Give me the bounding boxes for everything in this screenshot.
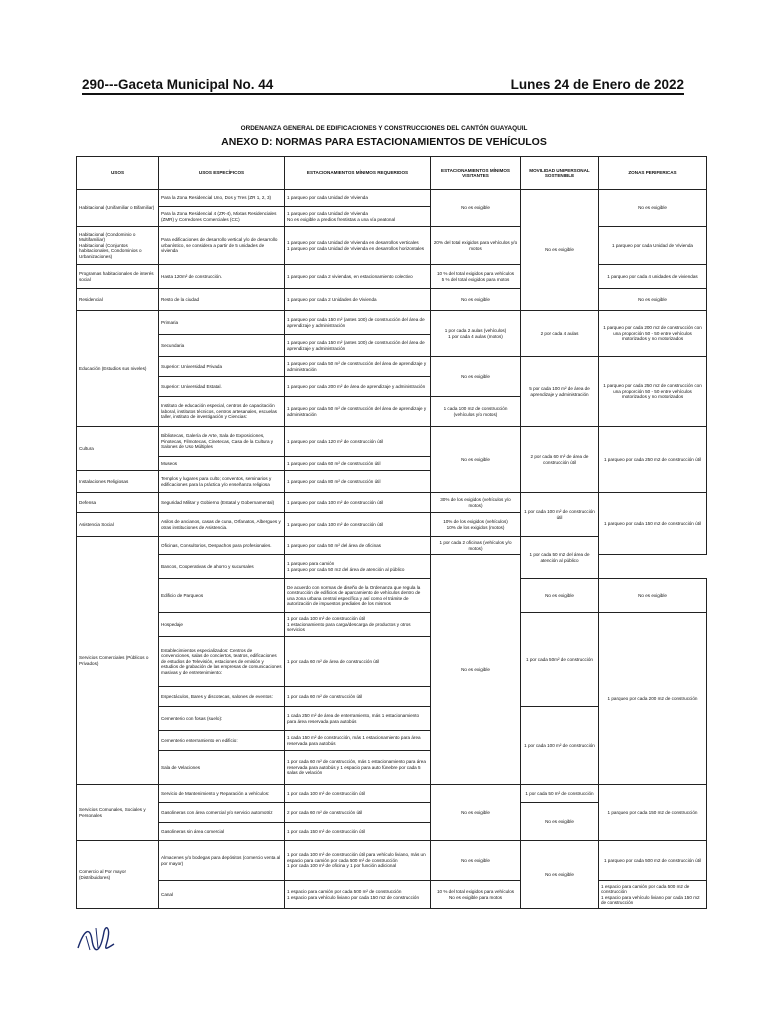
cell-visitantes: 10% de los exigidos (vehículos) 10% de los exigidos (motos) (431, 513, 521, 537)
cell-uso: Educación (Estudios sus niveles) (77, 311, 159, 427)
cell-uso-especifico: Establecimientos especializados: Centros de convenciones, salas de conciertos, teatros, edificaciones de estudios de Televisión, estaciones de emisión y estudios de grabación de las empresas de comunicaciones masivas y de entretenimiento: (159, 637, 285, 687)
cell-zonas: 1 espacio para camión por cada 500 m2 de construcción 1 espacio para vehículo liviano por cada 150 m2 de construcción (599, 881, 707, 909)
cell-movilidad: 2 por cada 60 m² de área de construcción útil (521, 427, 599, 493)
cell-zonas: 1 parqueo por cada 250 m2 de construcción con una proporción 50 - 50 entre vehículos motorizados y no motorizados (599, 357, 707, 427)
page-header (82, 72, 684, 95)
cell-uso-especifico: Instituto de educación especial, centros de capacitación laboral, institutos técnicos, centros artesanales, escuelas taller, instituto de investigación y Ciencias: (159, 397, 285, 427)
cell-minimos: 1 espacio para camión por cada 500 m² de construcción 1 espacio para vehículo liviano por cada 150 m2 de construcción (285, 881, 431, 909)
cell-visitantes: No es exigible (431, 785, 521, 841)
cell-zonas: 1 parqueo por cada 4 unidades de viviendas (599, 265, 707, 289)
cell-minimos: 1 parqueo por cada Unidad de Vivienda (285, 190, 431, 207)
cell-minimos: 1 por cada 60 m² de área de construcción útil (285, 637, 431, 687)
cell-uso-especifico: Edificio de Parqueos (159, 579, 285, 613)
cell-minimos: 1 parqueo por cada 50 m² del área de oficinas (285, 537, 431, 555)
cell-uso-especifico: Para edificaciones de desarrollo vertical y/o de desarrollo urbanístico, se considera a partir de 5 unidades de vivienda (159, 227, 285, 265)
gazette-number: 290---Gaceta Municipal No. 44 (82, 77, 274, 92)
table-row (77, 311, 707, 335)
cell-minimos: 1 parqueo por cada 80 m² de construcción útil (285, 471, 431, 493)
cell-minimos: 1 parqueo por cada Unidad de Vivienda No es exigible a predios frentistas a una vía peatonal (285, 207, 431, 227)
cell-uso-especifico: Seguridad Militar y Gobierno (Estatal y Gobernamental) (159, 493, 285, 513)
cell-zonas: 1 parqueo por cada 200 m2 de construcción (599, 613, 707, 785)
table-row (77, 579, 707, 613)
cell-visitantes: No es exigible (431, 357, 521, 397)
cell-minimos: 1 parqueo por cada Unidad de Vivienda en desarrollos verticales 1 parqueo por cada Unidad de Vivienda en desarrollos horizontales (285, 227, 431, 265)
cell-uso: Instalaciones Religiosas (77, 471, 159, 493)
cell-uso-especifico: Resto de la ciudad (159, 289, 285, 311)
table-row (77, 357, 707, 377)
cell-minimos: 1 parqueo por cada 50 m² de construcción del área de aprendizaje y administración (285, 357, 431, 377)
table-row (77, 785, 707, 803)
cell-uso-especifico: Secundaria (159, 335, 285, 357)
cell-movilidad: No es exigible (521, 579, 599, 613)
cell-minimos: 1 por cada 150 m² de construcción útil (285, 823, 431, 841)
cell-minimos: De acuerdo con normas de diseño de la Ordenanza que regula la construcción de edificios de aparcamiento de vehículos dentro de una zona urbana central específica y así como el trámite de autorización de impuestos prediales de los mismos (285, 579, 431, 613)
cell-uso: Servicios Comunales, Sociales y Personales (77, 785, 159, 841)
header-zonas-perifericas: ZONAS PERIFERICAS (599, 157, 707, 190)
cell-movilidad: 1 por cada 50m² de construcción (521, 613, 599, 707)
table-row (77, 555, 707, 579)
header-usos-especificos: USOS ESPECÍFICOS (159, 157, 285, 190)
cell-minimos: 1 parqueo por cada 50 m² de construcción del área de aprendizaje y administración (285, 397, 431, 427)
cell-visitantes: 1 por cada 2 aulas (vehículos) 1 por cada 4 aulas (motos) (431, 311, 521, 357)
cell-zonas: 1 parqueo por cada 250 m2 de construcción útil (599, 427, 707, 493)
cell-minimos: 1 parqueo para camión 1 parqueo por cada 50 m2 del área de atención al público (285, 555, 431, 579)
cell-visitantes: 10 % del total exigidos para vehículos 5 % del total exigidos para motos (431, 265, 521, 289)
cell-zonas: 1 parqueo por cada 200 m2 de construcción con una proporción 50 - 50 entre vehículos motorizados y no motorizados (599, 311, 707, 357)
cell-uso: Comercio al Por mayor (Distribuidores) (77, 841, 159, 909)
cell-zonas: 1 parqueo por cada 150 m2 de construcción (599, 785, 707, 841)
annex-title: ANEXO D: NORMAS PARA ESTACIONAMIENTOS DE VEHÍCULOS (221, 136, 547, 148)
cell-uso: Defensa (77, 493, 159, 513)
cell-visitantes: No es exigible (431, 841, 521, 881)
cell-uso: Cultura (77, 427, 159, 471)
cell-minimos: 1 cada 150 m² de construcción, más 1 estacionamiento para área reservada para autobús (285, 731, 431, 751)
cell-minimos: 1 parqueo por cada 200 m² de área de aprendizaje y administración (285, 377, 431, 397)
cell-uso-especifico: Cementerio enterramiento en edificio: (159, 731, 285, 751)
cell-visitantes: 30% de los exigidos (vehículos y/o motos) (431, 493, 521, 513)
cell-uso-especifico: Para la Zona Residencial 4 (ZR-4), Mixtas Residenciales (ZMR) y Corredores Comerciales (CC) (159, 207, 285, 227)
cell-movilidad: 5 por cada 100 m² de área de aprendizaje y administración (521, 357, 599, 427)
cell-minimos: 1 por cada 60 m² de construcción, más 1 estacionamiento para área reservada para autobús y 1 espacio para auto fúnebre por cada 5 salas de velación (285, 751, 431, 785)
header-visitantes: ESTACIONAMIENTOS MÍNIMOS VISITANTES (431, 157, 521, 190)
cell-uso-especifico: Superior: Universidad Privada (159, 357, 285, 377)
cell-visitantes: 20% del total exigidos para vehículos y/o motos (431, 227, 521, 265)
cell-minimos: 1 por cada 60 m² de construcción útil (285, 687, 431, 707)
cell-minimos: 1 cada 250 m² de área de enterramiento, más 1 estacionamiento para área reservada para autobús (285, 707, 431, 731)
table-row (77, 190, 707, 207)
cell-uso: Asistencia Social (77, 513, 159, 537)
cell-uso-especifico: Templos y lugares para culto; conventos, seminarios y edificaciones para la práctica y/o enseñanza religiosa (159, 471, 285, 493)
cell-uso-especifico: Cementerio con fosas (suelo): (159, 707, 285, 731)
cell-zonas: No es exigible (599, 190, 707, 227)
cell-uso-especifico: Espectáculos, Bares y discotecas, salones de eventos: (159, 687, 285, 707)
cell-zonas: 1 parqueo por cada 150 m2 de construcción útil (599, 493, 707, 555)
cell-uso-especifico: Superior: Universidad Estatal. (159, 377, 285, 397)
cell-uso-especifico: Hasta 120m² de construcción. (159, 265, 285, 289)
cell-zonas: 1 parqueo por cada 500 m2 de construcción útil (599, 841, 707, 881)
table-row (77, 613, 707, 637)
cell-visitantes: 1 cada 100 m2 de construcción (vehículos y/o motos) (431, 397, 521, 427)
cell-minimos: 1 parqueo por cada 60 m² de construcción útil (285, 457, 431, 471)
cell-uso (77, 227, 159, 265)
cell-minimos: 1 parqueo por cada 2 viviendas, en estacionamiento colectivo (285, 265, 431, 289)
cell-uso-especifico: Canal (159, 881, 285, 909)
cell-minimos: 1 por cada 100 m² de construcción útil 1 estacionamiento para carga/descarga de productos y otros servicios (285, 613, 431, 637)
cell-uso-especifico: Hospedaje (159, 613, 285, 637)
cell-uso-especifico: Gasolineras sin área comercial (159, 823, 285, 841)
cell-uso: Habitacional (Unifamiliar o Bifamiliar) (77, 190, 159, 227)
cell-uso-especifico: Bancos, Cooperativas de ahorro y sucursales (159, 555, 285, 579)
cell-uso-especifico: Sala de Velaciones (159, 751, 285, 785)
cell-uso-especifico: Servicio de Mantenimiento y Reparación a vehículos: (159, 785, 285, 803)
cell-uso: Servicios Comerciales (Públicos o Privados) (77, 537, 159, 785)
cell-minimos: 1 parqueo por cada 100 m² de construcción útil (285, 493, 431, 513)
cell-uso-especifico: Asilos de ancianos, casas de cuna, Orfanatos, Albergues y otras instituciones de Asistencia. (159, 513, 285, 537)
table-row (77, 881, 707, 909)
cell-zonas: No es exigible (599, 579, 707, 613)
cell-movilidad: 1 por cada 100 m² de construcción útil (521, 493, 599, 537)
cell-minimos: 2 por cada 60 m² de construcción útil (285, 803, 431, 823)
cell-movilidad: 1 por cada 50 m2 del área de atención al público (521, 537, 599, 579)
header-movilidad: MOVILIDAD UNIPERSONAL SOSTENIBLE (521, 157, 599, 190)
gazette-date: Lunes 24 de Enero de 2022 (510, 77, 684, 92)
table-row (77, 227, 707, 265)
cell-movilidad: No es exigible (521, 190, 599, 311)
cell-uso-especifico: Almacenes y/o bodegas para depósitos (comercio venta al por mayor) (159, 841, 285, 881)
cell-uso-especifico: Primaria (159, 311, 285, 335)
header-usos: USOS (77, 157, 159, 190)
parking-norms-table (76, 156, 707, 909)
cell-uso-especifico: Oficinas, Consultorios, Despachos para profesionales. (159, 537, 285, 555)
cell-zonas: 1 parqueo por cada Unidad de Vivienda (599, 227, 707, 265)
table-row (77, 841, 707, 881)
cell-minimos: 1 parqueo por cada 150 m² (antes 100) de construcción del área de aprendizaje y administración (285, 311, 431, 335)
cell-minimos: 1 por cada 100 m² de construcción útil para vehículo liviano, más un espacio para camión por cada 500 m² de construcción 1 por cada 100 m² de oficina y 1 por función adicional (285, 841, 431, 881)
table-row (77, 493, 707, 513)
cell-visitantes: 10 % del total exigidos para vehículos No es exigible para motos (431, 881, 521, 909)
uso-condominio: Habitacional (Condominio o Multifamiliar) (79, 231, 136, 243)
cell-uso-especifico: Bibliotecas, Galería de Arte, Sala de Exposiciones, Pinotecas, Filmotecas, Cinetecas, Casa de la Cultura y Salones de Uso Múltiples (159, 427, 285, 457)
cell-minimos: 1 parqueo por cada 100 m² de construcción útil (285, 513, 431, 537)
cell-visitantes: No es exigible (431, 555, 521, 785)
cell-movilidad: No es exigible (521, 803, 599, 841)
header-estacionamientos-minimos: ESTACIONAMIENTOS MÍNIMOS REQUERIDOS (285, 157, 431, 190)
cell-visitantes: No es exigible (431, 190, 521, 227)
cell-uso: Residencial (77, 289, 159, 311)
cell-uso-especifico: Gasolineras con área comercial y/o servicio automotriz (159, 803, 285, 823)
table-row (77, 427, 707, 457)
cell-uso-especifico: Para la Zona Residencial Uno, Dos y Tres (ZR 1, 2, 3) (159, 190, 285, 207)
cell-movilidad: 1 por cada 100 m² de construcción (521, 707, 599, 785)
table-row (77, 265, 707, 289)
cell-movilidad: No es exigible (521, 841, 599, 909)
cell-uso-especifico: Museos (159, 457, 285, 471)
cell-visitantes: 1 por cada 2 oficinas (vehículos y/o motos) (431, 537, 521, 555)
cell-zonas: No es exigible (599, 289, 707, 311)
ordinance-title: ORDENANZA GENERAL DE EDIFICACIONES Y CONSTRUCCIONES DEL CANTÓN GUAYAQUIL (240, 125, 528, 132)
cell-minimos: 1 parqueo por cada 120 m² de construcción útil (285, 427, 431, 457)
cell-movilidad: 2 por cada 4 aulas (521, 311, 599, 357)
uso-conjuntos: Habitacional (Conjuntos habitacionales, Condominios o Urbanizaciones) (79, 242, 142, 259)
table-row (77, 289, 707, 311)
cell-minimos: 1 por cada 100 m² de construcción útil (285, 785, 431, 803)
cell-movilidad: 1 por cada 50 m² de construcción (521, 785, 599, 803)
handwritten-signature (74, 918, 120, 958)
cell-visitantes: No es exigible (431, 427, 521, 493)
table-header-row (77, 157, 707, 190)
cell-minimos: 1 parqueo por cada 150 m² (antes 100) de construcción del área de aprendizaje y administración (285, 335, 431, 357)
cell-visitantes: No es exigible (431, 289, 521, 311)
cell-uso: Programas habitacionales de interés social (77, 265, 159, 289)
cell-minimos: 1 parqueo por cada 2 Unidades de Vivienda (285, 289, 431, 311)
